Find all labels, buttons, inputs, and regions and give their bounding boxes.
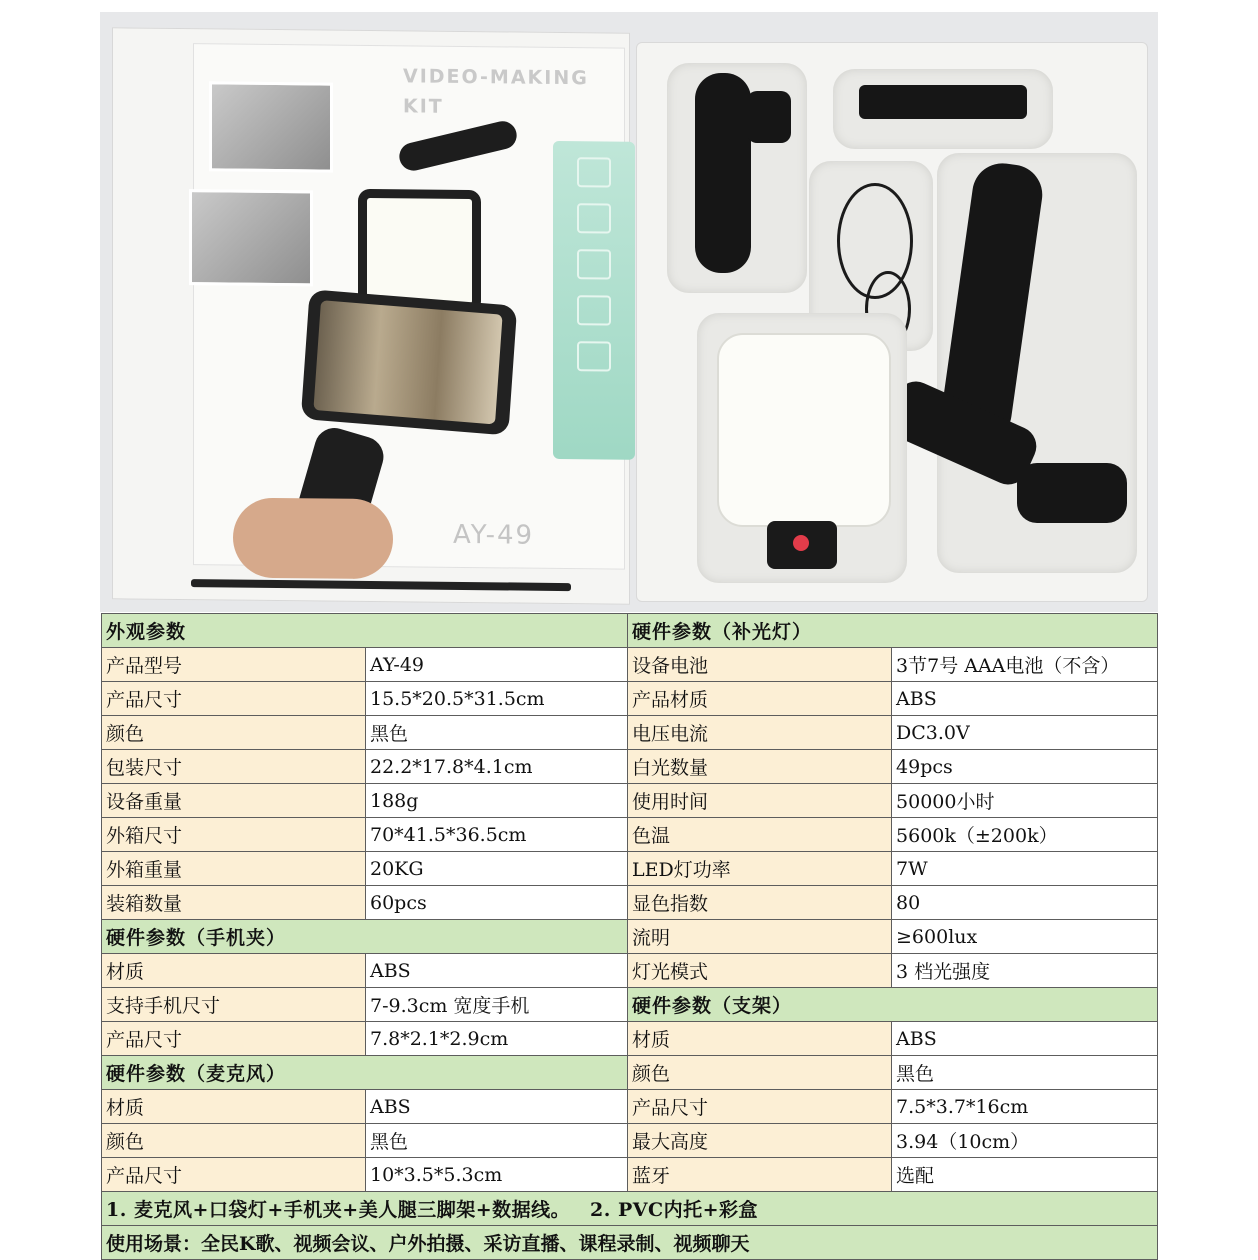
- box-feature-strip: [553, 141, 635, 460]
- spec-value: 22.2*17.8*4.1cm: [366, 750, 628, 784]
- spec-label: 显色指数: [628, 886, 892, 920]
- spec-value: 60pcs: [366, 886, 628, 920]
- spec-value: 49pcs: [892, 750, 1158, 784]
- spec-label: 产品尺寸: [102, 1022, 366, 1056]
- spec-label: 产品材质: [628, 682, 892, 716]
- spec-value: 选配: [892, 1158, 1158, 1192]
- tripod-icon: [577, 157, 611, 187]
- spec-label: 产品尺寸: [628, 1090, 892, 1124]
- table-row: [102, 886, 1158, 920]
- table-row: [102, 614, 1158, 648]
- spec-label: 装箱数量: [102, 886, 366, 920]
- spec-label: 白光数量: [628, 750, 892, 784]
- spec-label: 最大高度: [628, 1124, 892, 1158]
- table-row: [102, 1124, 1158, 1158]
- box-thumbnail-photo: [209, 81, 333, 172]
- spec-label: 蓝牙: [628, 1158, 892, 1192]
- table-row: [102, 1226, 1158, 1260]
- box-title-line: KIT: [403, 95, 444, 118]
- table-row: [102, 1158, 1158, 1192]
- spec-value: 3 档光强度: [892, 954, 1158, 988]
- spec-value: DC3.0V: [892, 716, 1158, 750]
- spec-label: 包装尺寸: [102, 750, 366, 784]
- spec-label: 材质: [102, 1090, 366, 1124]
- section-header-appearance: 外观参数: [102, 614, 628, 648]
- table-row: [102, 648, 1158, 682]
- table-row: [102, 1056, 1158, 1090]
- spec-label: 设备电池: [628, 648, 892, 682]
- spec-label: 颜色: [102, 716, 366, 750]
- spec-value: 7.5*3.7*16cm: [892, 1090, 1158, 1124]
- spec-value: 10*3.5*5.3cm: [366, 1158, 628, 1192]
- box-thumbnail-photo: [189, 189, 313, 286]
- spec-label: 颜色: [102, 1124, 366, 1158]
- table-row: [102, 988, 1158, 1022]
- spec-label: 产品尺寸: [102, 682, 366, 716]
- spec-value: 80: [892, 886, 1158, 920]
- table-row: [102, 750, 1158, 784]
- spec-value: 20KG: [366, 852, 628, 886]
- microphone-mount-image: [747, 91, 791, 143]
- spec-label: 支持手机尺寸: [102, 988, 366, 1022]
- spec-value: 188g: [366, 784, 628, 818]
- spec-value: ≥600lux: [892, 920, 1158, 954]
- phone-icon: [577, 203, 611, 233]
- microphone-image: [695, 73, 751, 273]
- spec-label: 产品型号: [102, 648, 366, 682]
- spec-label: 材质: [628, 1022, 892, 1056]
- spec-value: 3.94（10cm）: [892, 1124, 1158, 1158]
- table-row: [102, 1090, 1158, 1124]
- spec-label: 使用时间: [628, 784, 892, 818]
- package-contents-part1: 1. 麦克风+口袋灯+手机夹+美人腿三脚架+数据线。: [106, 1199, 571, 1221]
- pocket-light-image: [717, 333, 891, 527]
- tripod-leg-image: [1017, 463, 1127, 523]
- spec-value: 黑色: [366, 1124, 628, 1158]
- spec-value: 70*41.5*36.5cm: [366, 818, 628, 852]
- spec-label: 外箱尺寸: [102, 818, 366, 852]
- pvc-tray: [636, 42, 1148, 602]
- spec-value: 5600k（±200k）: [892, 818, 1158, 852]
- table-row: [102, 920, 1158, 954]
- spec-label: 外箱重量: [102, 852, 366, 886]
- section-header-phone-clip: 硬件参数（手机夹）: [102, 920, 628, 954]
- product-photo: [100, 12, 1158, 612]
- spec-value: 7.8*2.1*2.9cm: [366, 1022, 628, 1056]
- box-phone-image: [301, 289, 518, 435]
- table-row: [102, 1192, 1158, 1226]
- table-row: [102, 852, 1158, 886]
- pocket-light-base: [767, 521, 837, 569]
- table-row: [102, 954, 1158, 988]
- box-slot: [191, 579, 571, 591]
- spec-value: 50000小时: [892, 784, 1158, 818]
- section-header-fill-light: 硬件参数（补光灯）: [628, 614, 1158, 648]
- spec-label: 产品尺寸: [102, 1158, 366, 1192]
- retail-box: [112, 27, 630, 604]
- spec-value: 7-9.3cm 宽度手机: [366, 988, 628, 1022]
- table-row: [102, 818, 1158, 852]
- spec-label: 流明: [628, 920, 892, 954]
- table-row: [102, 784, 1158, 818]
- spec-value: 15.5*20.5*31.5cm: [366, 682, 628, 716]
- spec-value: ABS: [366, 954, 628, 988]
- spec-label: 设备重量: [102, 784, 366, 818]
- section-header-stand: 硬件参数（支架）: [628, 988, 1158, 1022]
- mic-icon: [577, 249, 611, 279]
- spec-value: 7W: [892, 852, 1158, 886]
- spec-value: AY-49: [366, 648, 628, 682]
- spec-value: 3节7号 AAA电池（不含）: [892, 648, 1158, 682]
- location-icon: [577, 341, 611, 371]
- package-contents: [102, 1192, 1158, 1226]
- spec-label: 材质: [102, 954, 366, 988]
- table-row: [102, 716, 1158, 750]
- spec-label: 灯光模式: [628, 954, 892, 988]
- box-hand-image: [233, 498, 393, 580]
- table-row: [102, 682, 1158, 716]
- spec-label: 色温: [628, 818, 892, 852]
- section-header-microphone: 硬件参数（麦克风）: [102, 1056, 628, 1090]
- spec-label: LED灯功率: [628, 852, 892, 886]
- phone-clip-image: [859, 85, 1027, 119]
- package-contents-part2: 2. PVC内托+彩盒: [590, 1199, 759, 1221]
- box-title-line: VIDEO-MAKING: [403, 65, 589, 90]
- spec-value: 黑色: [892, 1056, 1158, 1090]
- spec-value: ABS: [892, 1022, 1158, 1056]
- light-icon: [577, 295, 611, 325]
- spec-value: ABS: [366, 1090, 628, 1124]
- spec-value: 黑色: [366, 716, 628, 750]
- box-title: [403, 61, 589, 123]
- spec-table: [101, 613, 1158, 1260]
- table-row: [102, 1022, 1158, 1056]
- spec-label: 电压电流: [628, 716, 892, 750]
- spec-label: 颜色: [628, 1056, 892, 1090]
- spec-value: ABS: [892, 682, 1158, 716]
- usage-scenarios: 使用场景：全民K歌、视频会议、户外拍摄、采访直播、课程录制、视频聊天: [102, 1226, 1158, 1260]
- box-model-label: AY-49: [453, 519, 535, 551]
